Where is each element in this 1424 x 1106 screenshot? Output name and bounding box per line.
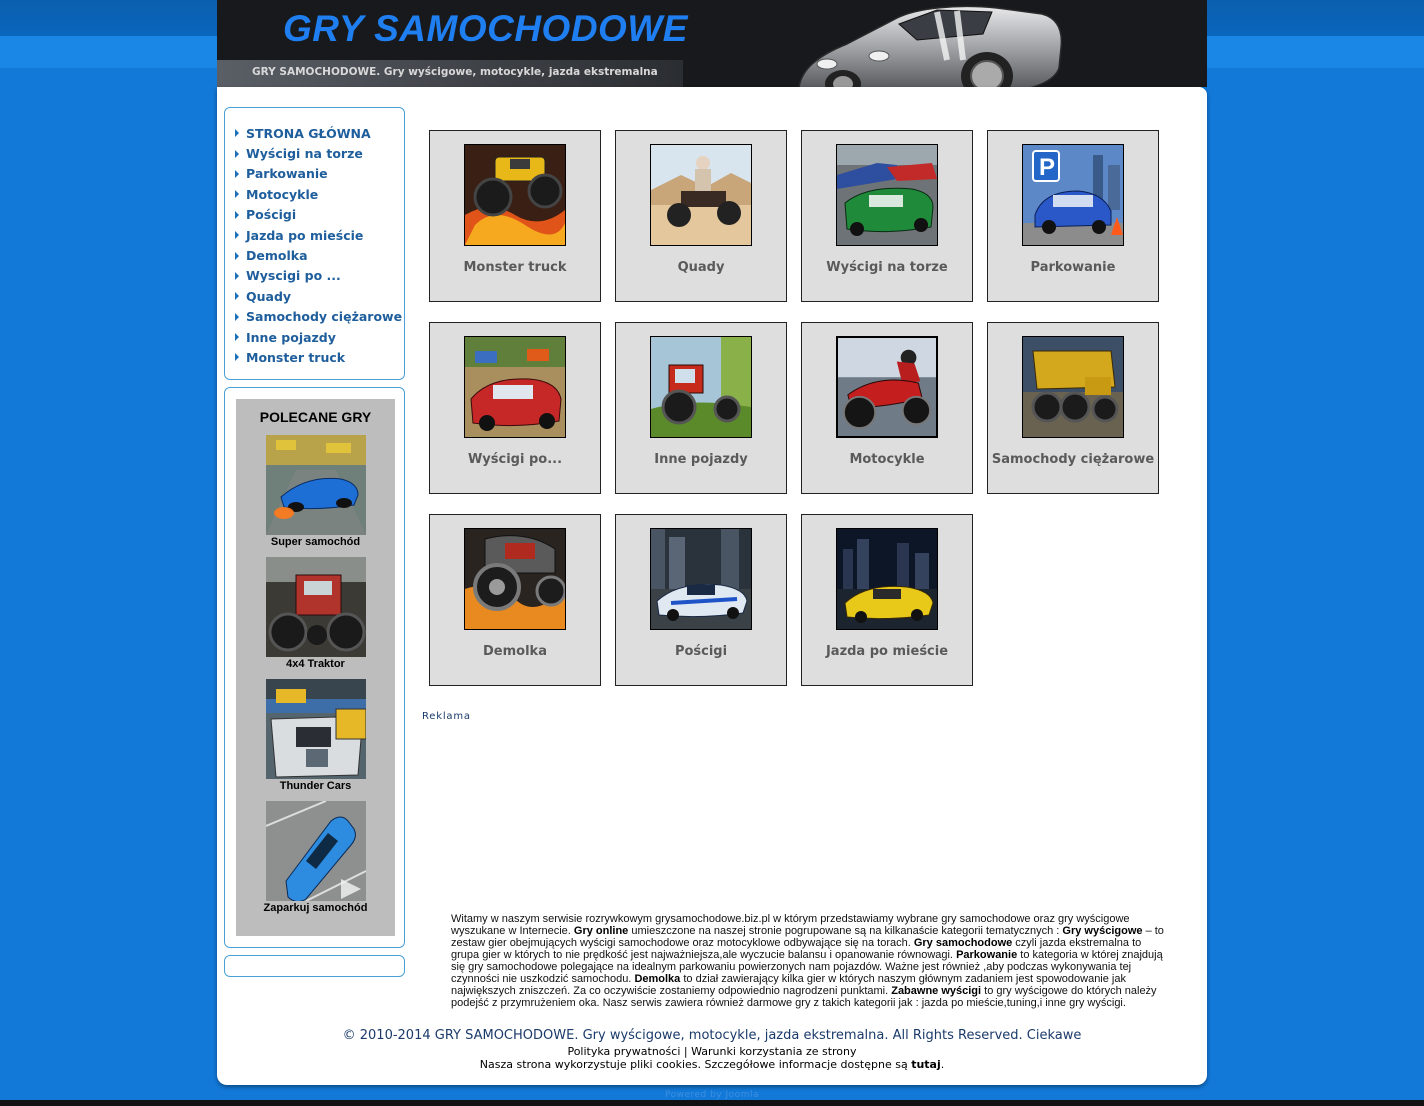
blue-sports-car-thumbnail[interactable] [266, 435, 366, 535]
arrow-right-icon [235, 353, 239, 361]
intro-part: czyli jazda ekstremalna to grupa gier w których to nie prędkość jest najważniejsza,ale wyczucie balansu i opanowanie równowagi. [451, 937, 1142, 961]
terms-link[interactable]: Warunki korzystania ze strony [691, 1045, 857, 1058]
category-tile-wyscigi-po[interactable] [429, 322, 601, 494]
menu-item[interactable] [225, 123, 404, 143]
page-container [217, 0, 1207, 1085]
dump-truck-thumbnail[interactable] [1022, 336, 1124, 438]
arrow-right-icon [235, 190, 239, 198]
ad-label: Reklama [422, 711, 471, 722]
intro-bold: Gry samochodowe [913, 937, 1013, 949]
demolition-thumbnail[interactable] [464, 528, 566, 630]
category-label[interactable]: Monster truck [463, 260, 567, 275]
intro-text [451, 913, 1171, 1009]
recommended-game-thunder-cars[interactable] [236, 679, 395, 792]
category-tile-jazda-po-miescie[interactable] [801, 514, 973, 686]
menu-item[interactable] [225, 347, 404, 367]
arrow-right-icon [235, 333, 239, 341]
intro-part: to gry wyścigowe do których należy podejść z przymrużeniem oka. Nasz serwis zawiera również darmowe gry z takich kategorii jak : jazda po mieście,tuning,i inne gry wyścigi. [451, 985, 1157, 1009]
menu-item[interactable] [225, 286, 404, 306]
category-label[interactable]: Wyścigi po... [467, 452, 563, 467]
recommended-game-label[interactable]: Thunder Cars [279, 780, 352, 792]
recommended-games-title: POLECANE GRY [259, 409, 372, 425]
intro-part: to kategoria w której znajdują się gry samochodowe polegające na idealnym parkowaniu powierzonych nam pojazdów. Ważne jest również ,aby podczas wykonywania tej czynności nie uszkodzić samochodu. [451, 949, 1163, 985]
intro-bold: Gry wyścigowe [1062, 925, 1143, 937]
arrow-right-icon [235, 292, 239, 300]
menu-item[interactable] [225, 164, 404, 184]
recommended-game-label[interactable]: Super samochód [270, 536, 361, 548]
arrow-right-icon [235, 170, 239, 178]
content-area [217, 87, 1207, 1085]
recommended-game-label[interactable]: Zaparkuj samochód [263, 902, 368, 914]
red-tractor-thumbnail[interactable] [266, 557, 366, 657]
menu-item-label[interactable]: Inne pojazdy [246, 329, 336, 345]
city-driving-thumbnail[interactable] [836, 528, 938, 630]
category-tile-inne-pojazdy[interactable] [615, 322, 787, 494]
category-tile-parkowanie[interactable] [987, 130, 1159, 302]
category-label[interactable]: Jazda po mieście [825, 644, 949, 659]
menu-item-label[interactable]: Wyścigi na torze [246, 146, 363, 162]
menu-item-label[interactable]: STRONA GŁÓWNA [246, 125, 371, 141]
recommended-games-panel [236, 399, 395, 936]
arrow-right-icon [235, 129, 239, 137]
arrow-right-icon [235, 211, 239, 219]
arrow-right-icon [235, 272, 239, 280]
footer-links [217, 1045, 1207, 1058]
monster-truck-thumbnail[interactable] [464, 144, 566, 246]
intro-bold: Parkowanie [956, 949, 1018, 961]
menu-item[interactable] [225, 184, 404, 204]
powered-by-link[interactable]: Powered by Joomla [665, 1090, 759, 1100]
tractor-thumbnail[interactable] [650, 336, 752, 438]
cookies-notice [217, 1058, 1207, 1071]
cookies-end: . [940, 1058, 945, 1071]
category-tile-demolka[interactable] [429, 514, 601, 686]
category-label[interactable]: Inne pojazdy [654, 452, 748, 467]
menu-item[interactable] [225, 266, 404, 286]
menu-item[interactable] [225, 205, 404, 225]
track-racing-thumbnail[interactable] [836, 144, 938, 246]
intro-part: – to zestaw gier obejmujących wyścigi samochodowe oraz motocyklowe odbywające się na torach. [451, 925, 1164, 949]
privacy-policy-link[interactable]: Polityka prywatności [567, 1045, 681, 1058]
recommended-game-4x4-traktor[interactable] [236, 557, 395, 670]
site-slogan: GRY SAMOCHODOWE. Gry wyścigowe, motocykle, jazda ekstremalna [252, 66, 658, 78]
category-tile-monster-truck[interactable] [429, 130, 601, 302]
intro-part: umieszczone na naszej stronie pogrupowane są na kilkanaście kategorii tematycznych : [628, 925, 1063, 937]
footer-separator: | [680, 1045, 692, 1058]
recommended-games-box [224, 387, 405, 948]
police-chase-thumbnail[interactable] [650, 528, 752, 630]
motorcycle-thumbnail[interactable] [836, 336, 938, 438]
arrow-right-icon [235, 252, 239, 260]
intro-part: Witamy w naszym serwisie rozrywkowym grysamochodowe.biz.pl w którym przedstawiamy wybrane gry samochodowe oraz gry wyścigowe wyszukane w Internecie. [451, 913, 1130, 937]
intro-part: to dział zawierający kilka gier w których naszym głównym zadaniem jest spowodowanie jak największych zniszczeń. Za co oczywiście zostaniemy odpowiednio nagrodzeni punktami. [451, 973, 1126, 997]
category-label[interactable]: Parkowanie [1030, 260, 1116, 275]
intro-bold: Demolka [634, 973, 681, 985]
category-label[interactable]: Quady [677, 260, 725, 275]
site-title[interactable]: GRY SAMOCHODOWE [283, 8, 688, 49]
cookies-text: Nasza strona wykorzystuje pliki cookies. Szczegółowe informacje dostępne są [479, 1058, 912, 1071]
cookies-info-link[interactable]: tutaj [911, 1058, 941, 1071]
category-tile-samochody-ciezarowe[interactable] [987, 322, 1159, 494]
menu-item-label[interactable]: Demolka [246, 248, 308, 264]
offroad-racing-thumbnail[interactable] [464, 336, 566, 438]
recommended-game-super-samochod[interactable] [236, 435, 395, 548]
menu-item[interactable] [225, 143, 404, 163]
svg-text:P: P [1039, 154, 1056, 181]
menu-item-label[interactable]: Jazda po mieście [246, 227, 364, 243]
arrow-right-icon [235, 150, 239, 158]
recommended-game-zaparkuj-samochod[interactable] [236, 801, 395, 914]
arrow-right-icon [235, 313, 239, 321]
menu-item-label[interactable]: Wyscigi po ... [246, 268, 341, 284]
category-label[interactable]: Samochody ciężarowe [991, 452, 1155, 467]
menu-item[interactable] [225, 327, 404, 347]
category-tile-quady[interactable] [615, 130, 787, 302]
menu-item[interactable] [225, 307, 404, 327]
category-label[interactable]: Motocykle [849, 452, 925, 467]
menu-item-label[interactable]: Pościgi [246, 207, 297, 223]
category-tile-poscigi[interactable] [615, 514, 787, 686]
menu-item-label[interactable]: Samochody ciężarowe [246, 309, 403, 325]
menu-item-label[interactable]: Monster truck [246, 349, 346, 365]
menu-item[interactable] [225, 225, 404, 245]
category-label[interactable]: Pościgi [674, 644, 728, 659]
quad-bike-thumbnail[interactable] [650, 144, 752, 246]
menu-item-label[interactable]: Motocykle [246, 186, 319, 202]
menu-item[interactable] [225, 245, 404, 265]
category-tile-motocykle[interactable] [801, 322, 973, 494]
race-cars-thumbnail[interactable] [266, 679, 366, 779]
parking-thumbnail[interactable] [1022, 144, 1124, 246]
parking-car-thumbnail[interactable] [266, 801, 366, 901]
background-bottom-bar [0, 1100, 1424, 1106]
main-menu [224, 107, 405, 380]
empty-module-box [224, 955, 405, 977]
recommended-game-label[interactable]: 4x4 Traktor [286, 658, 345, 670]
menu-item-label[interactable]: Quady [246, 288, 292, 304]
intro-bold: Zabawne wyścigi [891, 985, 982, 997]
copyright-text: © 2010-2014 GRY SAMOCHODOWE. Gry wyścigowe, motocykle, jazda ekstremalna. All Rights Reserved. Ciekawe [342, 1028, 1082, 1043]
category-label[interactable]: Wyścigi na torze [826, 260, 948, 275]
category-tile-wyscigi-na-torze[interactable] [801, 130, 973, 302]
category-label[interactable]: Demolka [483, 644, 547, 659]
menu-item-label[interactable]: Parkowanie [246, 166, 328, 182]
arrow-right-icon [235, 231, 239, 239]
intro-bold: Gry online [573, 925, 629, 937]
